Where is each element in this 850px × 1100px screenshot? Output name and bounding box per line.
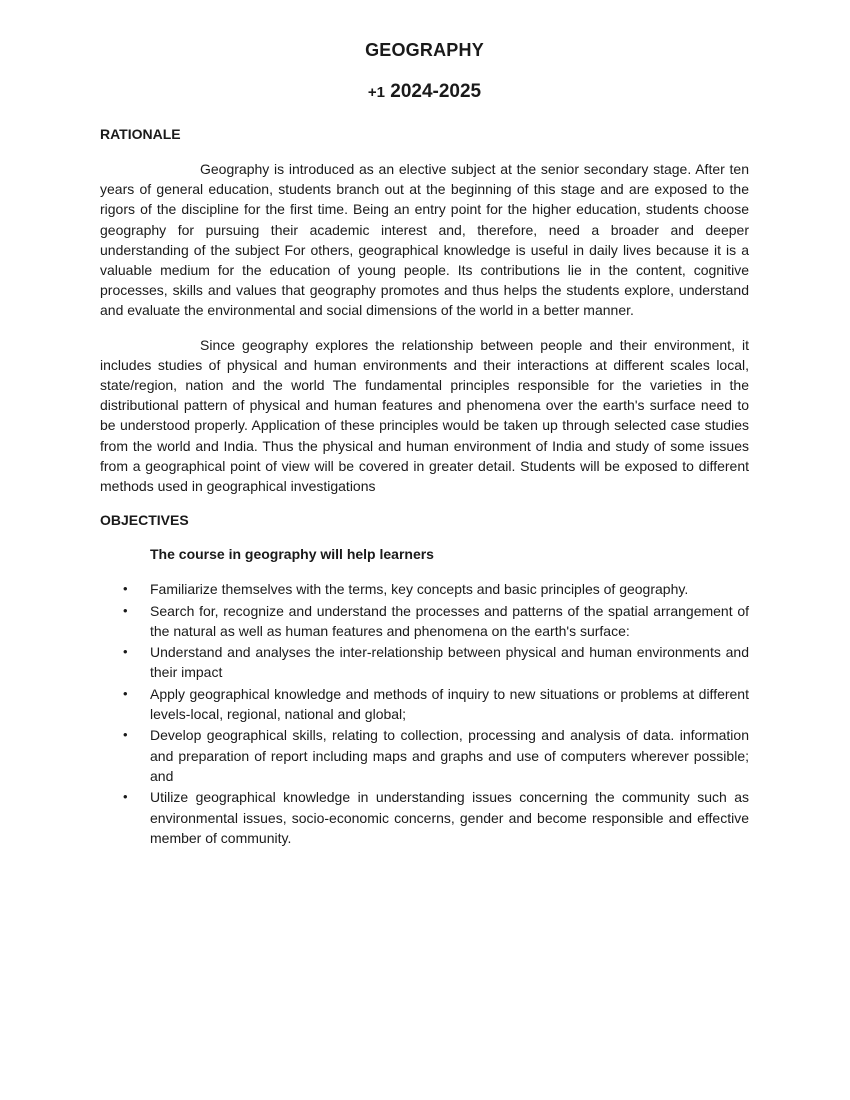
- objectives-list: [100, 579, 749, 848]
- document-page: [100, 38, 749, 849]
- list-item-text: Understand and analyses the inter-relationship between physical and human environments and their impact: [150, 644, 749, 681]
- rationale-paragraph-2: Since geography explores the relationship between people and their environment, it includes studies of physical and human environments and their interactions at different scales local, state/region, nation and the world The fundamental principles responsible for the varieties in the distributional pattern of physical and human features and phenomena over the earth's surface need to be understood properly. Application of these principles would be taken up through selected case studies from the world and India. Thus the physical and human environment of India and study of some issues from a geographical point of view will be covered in greater detail. Students will be exposed to different methods used in geographical investigations: [100, 336, 749, 495]
- bullet-icon: •: [123, 581, 128, 597]
- list-item-text: Search for, recognize and understand the processes and patterns of the spatial arrangement of the natural as well as human features and phenomena on the earth's surface:: [150, 602, 749, 639]
- list-item: [100, 579, 749, 599]
- list-item-text: Utilize geographical knowledge in understanding issues concerning the community such as environmental issues, socio-economic concerns, gender and become responsible and effective member of community.: [150, 789, 749, 846]
- list-item: [100, 787, 749, 848]
- list-item-text: Apply geographical knowledge and methods of inquiry to new situations or problems at different levels-local, regional, national and global;: [150, 685, 749, 723]
- rationale-heading: RATIONALE: [100, 126, 181, 142]
- list-item-text: Familiarize themselves with the terms, key concepts and basic principles of geography.: [150, 581, 689, 598]
- document-title: GEOGRAPHY: [365, 40, 484, 60]
- session-line: [100, 80, 749, 105]
- bullet-icon: •: [123, 602, 128, 618]
- bullet-icon: •: [123, 685, 128, 701]
- bullet-icon: •: [123, 789, 128, 805]
- session-years: 2024-2025: [390, 81, 482, 102]
- objectives-lead: The course in geography will help learners: [150, 546, 434, 563]
- grade-label: +1: [367, 84, 385, 101]
- list-item: [100, 684, 749, 725]
- rationale-paragraph-1: Geography is introduced as an elective subject at the senior secondary stage. After ten years of general education, students branch out at the beginning of this stage and are exposed to the rigors of the discipline for the first time. Being an entry point for the higher education, students choose geography for pursuing their academic interest and, therefore, need a broader and deeper understanding of the subject For others, geographical knowledge is useful in daily lives because it is a valuable medium for the education of young people. Its contributions lie in the content, cognitive processes, skills and values that geography promotes and thus helps the students explore, understand and evaluate the environmental and social dimensions of the world in a better manner.: [100, 161, 749, 319]
- list-item-text: Develop geographical skills, relating to collection, processing and analysis of data. information and preparation of report including maps and graphs and use of computers wherever possible; and: [150, 727, 749, 784]
- bullet-icon: •: [123, 727, 128, 743]
- list-item: [100, 725, 749, 786]
- bullet-icon: •: [123, 644, 128, 660]
- list-item: [100, 642, 749, 683]
- list-item: [100, 601, 749, 642]
- objectives-heading: OBJECTIVES: [100, 512, 189, 529]
